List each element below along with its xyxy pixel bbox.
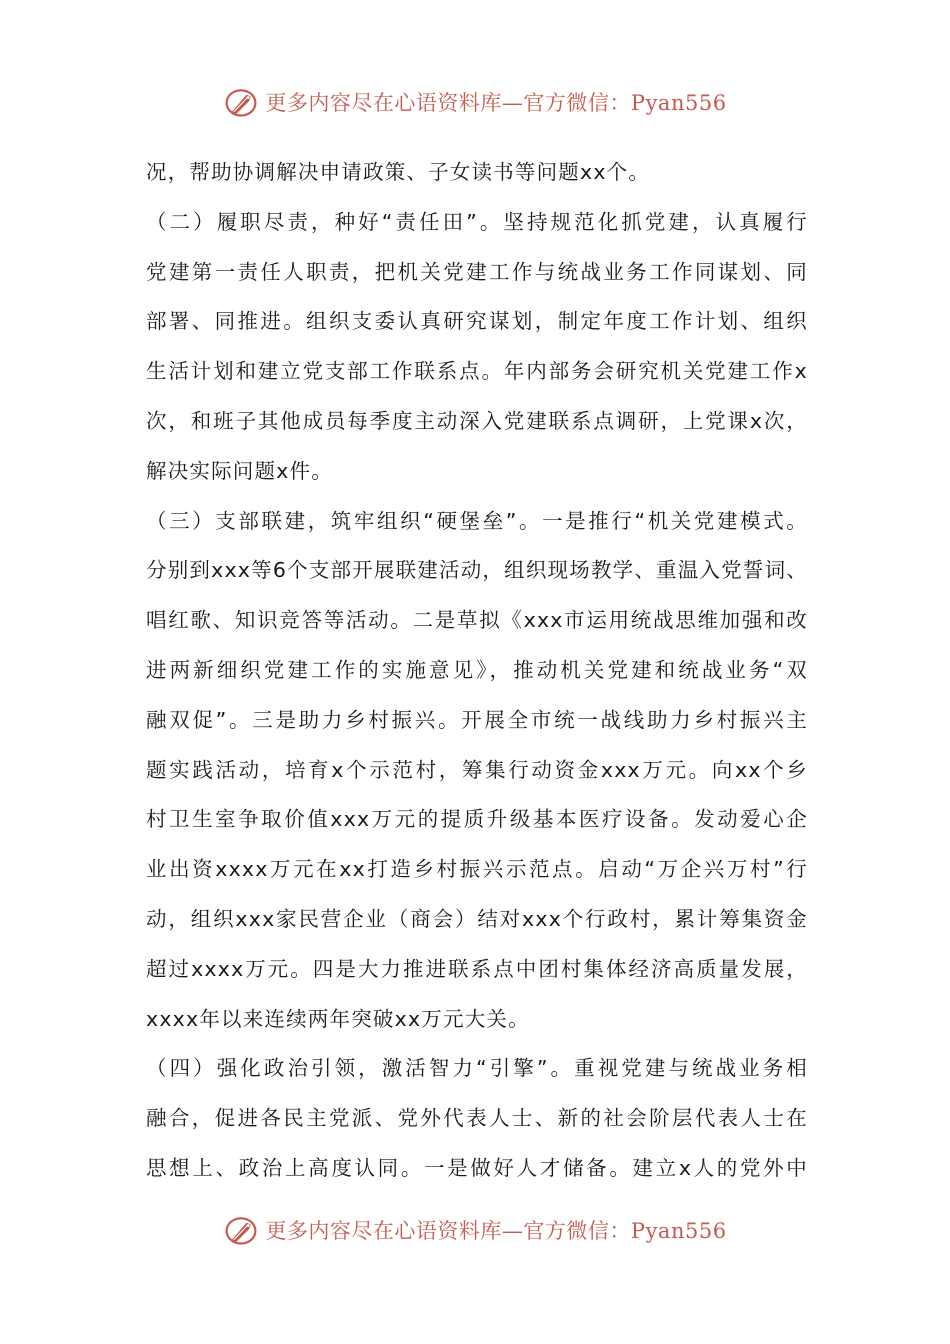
text-line: 村卫生室争取价值xxx万元的提质升级基本医疗设备。发动爱心企	[146, 807, 808, 832]
text-line: 进两新细织党建工作的实施意见》，推动机关党建和统战业务“双	[146, 657, 808, 682]
text-line: （三）支部联建，筑牢组织“硬堡垒”。一是推行“机关党建模式。	[146, 508, 808, 533]
watermark-text: 更多内容尽在心语资料库—官方微信：Pyan556	[265, 1219, 727, 1243]
text-line: 唱红歌、知识竞答等活动。二是草拟《xxx市运用统战思维加强和改	[146, 608, 808, 633]
text-line: xxxx年以来连续两年突破xx万元大关。	[146, 1006, 530, 1031]
text-line: 解决实际问题x件。	[146, 458, 333, 483]
text-line: 况，帮助协调解决申请政策、子女读书等问题xx个。	[146, 160, 651, 184]
document-body	[146, 148, 808, 1194]
text-line: （二）履职尽责，种好“责任田”。坚持规范化抓党建，认真履行	[146, 209, 808, 234]
text-line: 业出资xxxx万元在xx打造乡村振兴示范点。启动“万企兴万村”行	[146, 857, 808, 882]
watermark-banner-top	[0, 82, 950, 122]
text-line: 部署、同推进。组织支委认真研究谋划，制定年度工作计划、组织	[146, 309, 808, 334]
text-line: 动，组织xxx家民营企业（商会）结对xxx个行政村，累计筹集资金	[146, 906, 808, 931]
text-line: （四）强化政治引领，激活智力“引擎”。重视党建与统战业务相	[146, 1056, 808, 1081]
text-line: 融合，促进各民主党派、党外代表人士、新的社会阶层代表人士在	[146, 1106, 808, 1131]
text-line: 分别到xxx等6个支部开展联建活动，组织现场教学、重温入党誓词、	[146, 558, 808, 583]
text-line: 思想上、政治上高度认同。一是做好人才储备。建立x人的党外中	[146, 1155, 808, 1180]
pen-nib-logo-icon	[223, 84, 259, 120]
text-line: 题实践活动，培育x个示范村，筹集行动资金xxx万元。向xx个乡	[146, 757, 808, 782]
watermark-banner-bottom	[0, 1210, 950, 1250]
text-line: 超过xxxx万元。四是大力推进联系点中团村集体经济高质量发展，	[146, 956, 808, 981]
watermark-text: 更多内容尽在心语资料库—官方微信：Pyan556	[265, 91, 727, 115]
text-line: 次，和班子其他成员每季度主动深入党建联系点调研，上党课x次，	[146, 408, 808, 433]
text-line: 党建第一责任人职责，把机关党建工作与统战业务工作同谋划、同	[146, 259, 808, 284]
pen-nib-logo-icon	[223, 1212, 259, 1248]
text-line: 融双促”。三是助力乡村振兴。开展全市统一战线助力乡村振兴主	[146, 707, 808, 732]
text-line: 生活计划和建立党支部工作联系点。年内部务会研究机关党建工作x	[146, 359, 808, 384]
